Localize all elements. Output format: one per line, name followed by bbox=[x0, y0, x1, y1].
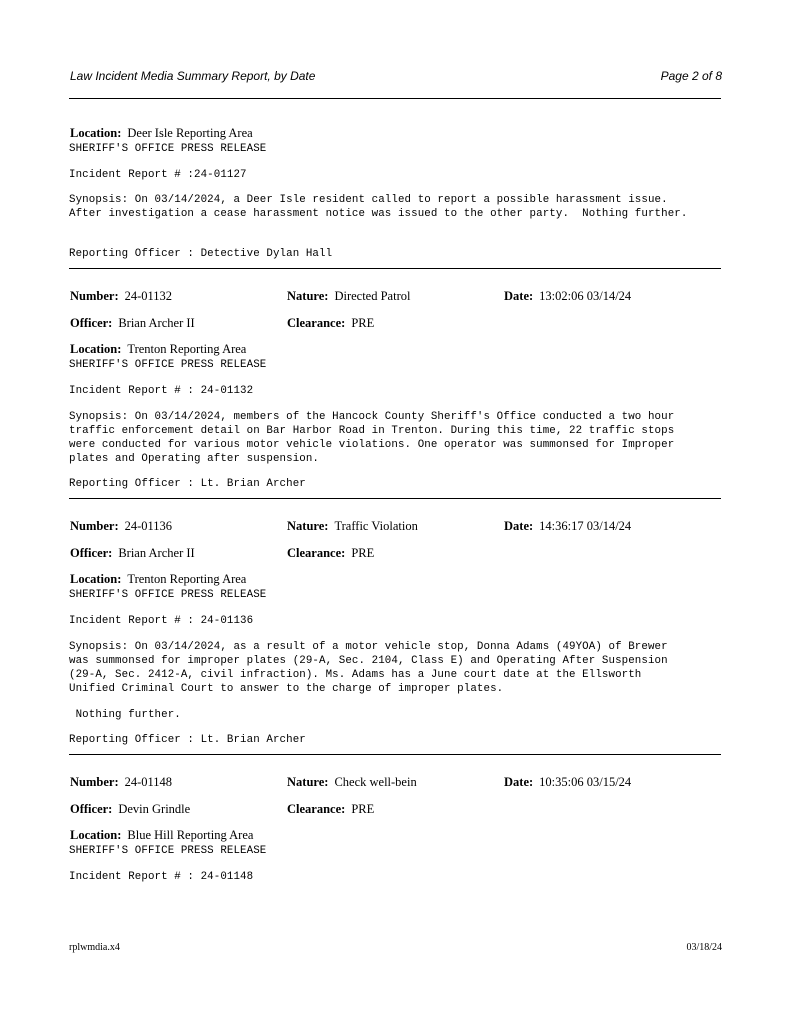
entry2-synopsis-line: Synopsis: On 03/14/2024, as a result of a motor vehicle stop, Donna Adams (49YOA) of Brewer bbox=[69, 641, 668, 653]
entry1-synopsis-line: traffic enforcement detail on Bar Harbor Road in Trenton. During this time, 22 traffic stops bbox=[69, 425, 675, 437]
entry1-reporting-officer: Reporting Officer : Lt. Brian Archer bbox=[69, 478, 306, 490]
entry3-number: Number: 24-01148 bbox=[70, 775, 173, 789]
header-divider bbox=[69, 98, 721, 99]
footer-report-id: rplwmdia.x4 bbox=[69, 942, 120, 953]
entry0-press-release: SHERIFF'S OFFICE PRESS RELEASE bbox=[69, 143, 267, 155]
entry0-incident-report: Incident Report # :24-01127 bbox=[69, 169, 247, 181]
entry1-nature: Nature: Directed Patrol bbox=[287, 289, 411, 303]
entry3-incident-report: Incident Report # : 24-01148 bbox=[69, 871, 254, 883]
entry3-press-release: SHERIFF'S OFFICE PRESS RELEASE bbox=[69, 845, 267, 857]
entry0-location: Location: Deer Isle Reporting Area bbox=[70, 126, 253, 140]
report-title: Law Incident Media Summary Report, by Date bbox=[70, 69, 316, 83]
entry1-synopsis-line: Synopsis: On 03/14/2024, members of the Hancock County Sheriff's Office conducted a two hour bbox=[69, 411, 675, 423]
entry2-synopsis-line: was summonsed for improper plates (29-A, Sec. 2104, Class E) and Operating After Suspension bbox=[69, 655, 668, 667]
entry-divider bbox=[69, 268, 721, 269]
entry1-date: Date: 13:02:06 03/14/24 bbox=[504, 289, 632, 303]
entry2-date: Date: 14:36:17 03/14/24 bbox=[504, 519, 632, 533]
entry2-nature: Nature: Traffic Violation bbox=[287, 519, 418, 533]
entry3-nature: Nature: Check well-bein bbox=[287, 775, 417, 789]
entry1-number: Number: 24-01132 bbox=[70, 289, 173, 303]
entry3-date: Date: 10:35:06 03/15/24 bbox=[504, 775, 632, 789]
entry2-number: Number: 24-01136 bbox=[70, 519, 173, 533]
entry1-officer: Officer: Brian Archer II bbox=[70, 316, 195, 330]
entry0-reporting-officer: Reporting Officer : Detective Dylan Hall bbox=[69, 248, 333, 260]
entry2-press-release: SHERIFF'S OFFICE PRESS RELEASE bbox=[69, 589, 267, 601]
entry2-location: Location: Trenton Reporting Area bbox=[70, 572, 247, 586]
entry1-synopsis-line: plates and Operating after suspension. bbox=[69, 453, 320, 465]
entry3-location: Location: Blue Hill Reporting Area bbox=[70, 828, 254, 842]
entry1-clearance: Clearance: PRE bbox=[287, 316, 375, 330]
entry-divider bbox=[69, 498, 721, 499]
entry1-location: Location: Trenton Reporting Area bbox=[70, 342, 247, 356]
entry2-officer: Officer: Brian Archer II bbox=[70, 546, 195, 560]
entry2-nothing-further: Nothing further. bbox=[69, 709, 181, 721]
entry3-officer: Officer: Devin Grindle bbox=[70, 802, 191, 816]
entry-divider bbox=[69, 754, 721, 755]
entry1-press-release: SHERIFF'S OFFICE PRESS RELEASE bbox=[69, 359, 267, 371]
entry2-reporting-officer: Reporting Officer : Lt. Brian Archer bbox=[69, 734, 306, 746]
entry3-clearance: Clearance: PRE bbox=[287, 802, 375, 816]
entry1-synopsis-line: were conducted for various motor vehicle violations. One operator was summonsed for Improper bbox=[69, 439, 675, 451]
entry2-synopsis-line: (29-A, Sec. 2412-A, civil infraction). Ms. Adams has a June court date at the Ellsworth bbox=[69, 669, 642, 681]
page-number: Page 2 of 8 bbox=[660, 69, 722, 83]
footer-print-date: 03/18/24 bbox=[686, 942, 722, 953]
entry0-synopsis-line: Synopsis: On 03/14/2024, a Deer Isle resident called to report a possible harassment issue. bbox=[69, 194, 668, 206]
entry2-synopsis-line: Unified Criminal Court to answer to the charge of improper plates. bbox=[69, 683, 504, 695]
entry2-clearance: Clearance: PRE bbox=[287, 546, 375, 560]
entry0-synopsis-line: After investigation a cease harassment notice was issued to the other party. Nothing further. bbox=[69, 208, 688, 220]
entry1-incident-report: Incident Report # : 24-01132 bbox=[69, 385, 254, 397]
entry2-incident-report: Incident Report # : 24-01136 bbox=[69, 615, 254, 627]
